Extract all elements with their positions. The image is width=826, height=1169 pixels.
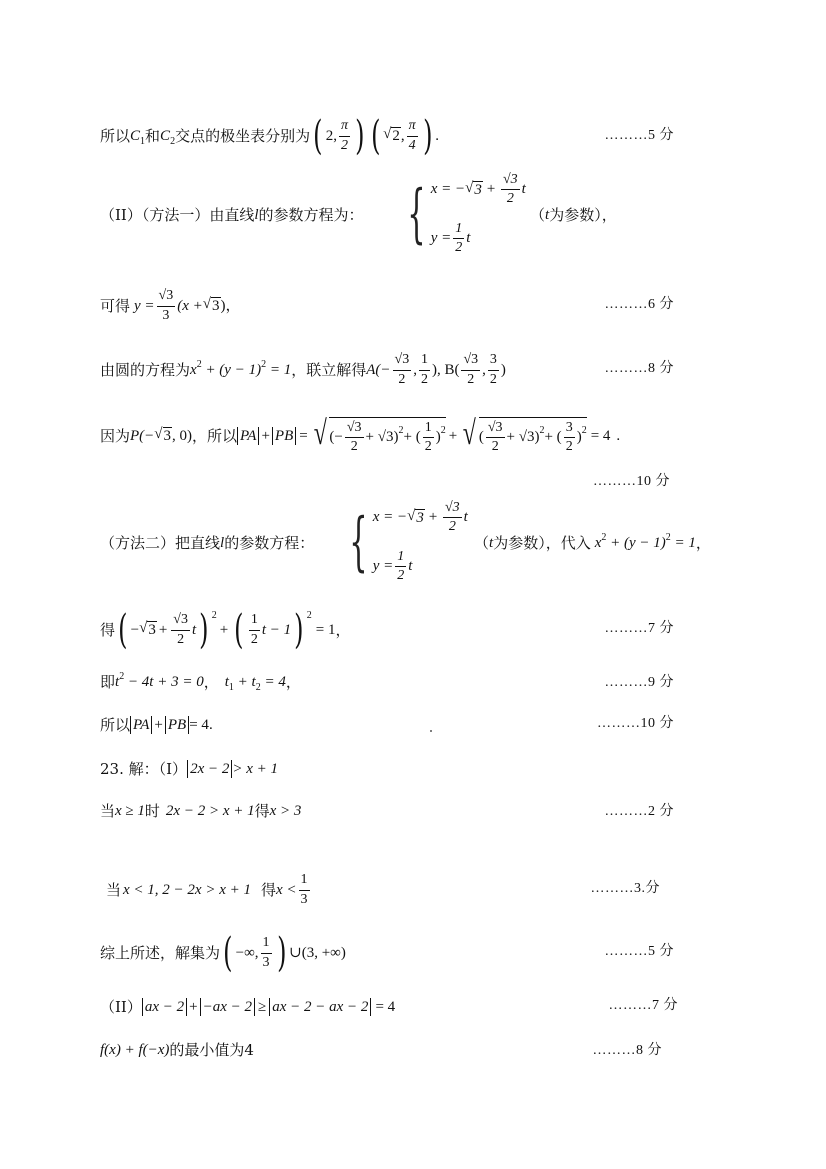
line-8: 即 $t^2 - 4t + 3 = 0$ ， $t_1 + t_2 = 4$ ， ………9 分 (100, 671, 674, 693)
frac-sqrt3-3: $\frac{√3}{3}$ (158, 288, 174, 323)
line-13: 综上所述，解集为 ( −∞, $\frac{1}{3}$ ) ∪(3, +∞) ………5 分 (100, 930, 674, 976)
text-lead: （II）（方法一）由直线 (100, 206, 255, 224)
line-15: f(x) + f(−x) 的最小值为4 ………8 分 (100, 1041, 662, 1059)
score-7b: ………7 分 (608, 998, 678, 1013)
math-point1: 2, (325, 127, 337, 144)
text-body: 交点的极坐表分别为 (175, 126, 311, 145)
line-12: 当 x < 1, 2 − 2x > x + 1 得 x < $\frac{1}{3}$ ………3.分 (106, 872, 660, 907)
score-10b: ………10 分 (597, 716, 674, 731)
score-9: ………9 分 (604, 675, 674, 690)
equation-system-2: { x = − √ 3 + $\frac{√3}{2}$ t y = $\frac{1}{2}$ t (349, 500, 468, 584)
text-body: 的参数方程为： (258, 206, 364, 224)
line-4: 由圆的方程为 $x^2 + (y - 1)^2 = 1$ ，联立解得 A(− $\frac{√3}{2}$ , $\frac{1}{2}$ ), B( $\frac{√3}{2}$ , $\frac{3}{2}$ ) ………8 分 (100, 352, 674, 387)
line-3: 可得 y = $\frac{√3}{3}$ (x + √ 3 )， ………6 分 (100, 288, 674, 323)
line-9: 所以 PA + PB = 4 . ………10 分 (100, 715, 674, 734)
score-10a: ………10 分 (593, 474, 670, 489)
line-7: 得 ( − √ 3 + $\frac{√3}{2}$ t ) 2 + ( $\frac{1}{2}$ t − 1 ) 2 = 1 ， ………7 分 (100, 607, 674, 653)
line-6: （方法二）把直线 l 的参数方程： { x = − √ 3 + $\frac{√3}{2}$ t y = $\frac{1}{2}$ t （ t 为参数），代入 $x^2 + (y - 1)^2 = 1$ ， (100, 500, 711, 584)
score-2: ………2 分 (604, 804, 674, 819)
score-8: ………8 分 (604, 361, 674, 376)
sqrt-expr-1: √ (− $\frac{√3}{2}$ + √3) 2 + ( $\frac{1}{2}$ ) 2 (313, 414, 446, 454)
stray-dot (430, 730, 432, 732)
score-6: ………6 分 (604, 297, 674, 312)
score-8b: ………8 分 (592, 1043, 662, 1058)
line-10: 23. 解：（Ⅰ） 2x − 2 > x + 1 (100, 759, 278, 778)
math-c1: $C_1$ (130, 127, 146, 147)
math-l: l (254, 207, 259, 223)
frac-pi-4: $\frac{\pi}{4}$ (408, 118, 416, 153)
score-5b: ………5 分 (604, 944, 674, 959)
line-1: 所以 $C_1$ 和 $C_2$ 交点的极坐表分别为 ( 2, $\frac{\pi}{2}$ ) ( √ 2 , $\frac{\pi}{4}$ ) . ………5 分 (100, 113, 674, 159)
line-5: 因为 P(− √ 3 , 0) ，所以 PA + PB = √ (− $\frac{√3}{2}$ + √3) 2 + ( $\frac{1}{2}$ ) 2 + √ ( $\frac{√3}{2}$ + √3) 2 + ( $\frac{3}{2}$ ) 2 = 4 . (100, 414, 621, 454)
score-5: ………5 分 (604, 128, 674, 143)
line-2: （II）（方法一）由直线 l 的参数方程为： { x = − √ 3 + $\frac{√3}{2}$ t y = $\frac{1}{2}$ t （ t 为参数）， (100, 172, 617, 256)
score-3: ………3.分 (590, 881, 660, 896)
line-14: （II） ax − 2 + −ax − 2 ≥ ax − 2 − ax − 2 = 4 ………7 分 (100, 997, 678, 1016)
equation-system-1: { x = − √ 3 + $\frac{√3}{2}$ t y = $\frac{1}{2}$ t (407, 172, 526, 256)
math-c2: $C_2$ (160, 127, 176, 147)
text-lead: 所以 (100, 126, 131, 145)
sqrt-2: √ 2 (383, 126, 400, 145)
frac-pi-2: $\frac{\pi}{2}$ (340, 118, 348, 153)
score-7a: ………7 分 (604, 621, 674, 636)
line-11: 当 x ≥ 1 时 2x − 2 > x + 1 得 x > 3 ………2 分 (100, 802, 674, 820)
text-and: 和 (145, 126, 161, 145)
sqrt-expr-2: √ ( $\frac{√3}{2}$ + √3) 2 + ( $\frac{3}{2}$ ) 2 (462, 414, 587, 454)
